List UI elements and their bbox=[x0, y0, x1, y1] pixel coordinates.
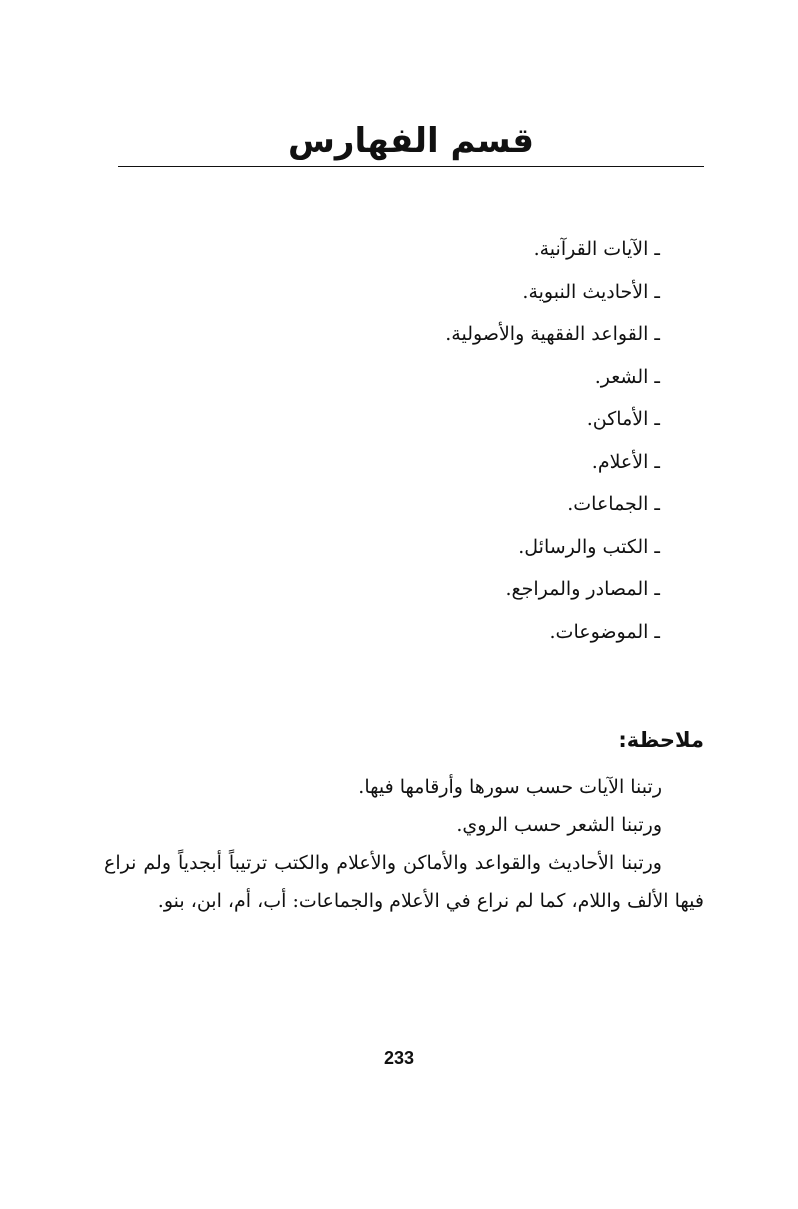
note-paragraph-alphabetical: ورتبنا الأحاديث والقواعد والأماكن والأعلام والكتب ترتيباً أبجدياً ولم نراع فيها الألف واللام، كما لم نراع في الأعلام والجماعات: أب، أم، ابن، بنو. bbox=[104, 852, 704, 912]
index-item-places: ـ الأماكن. bbox=[586, 408, 660, 430]
index-item-topics: ـ الموضوعات. bbox=[549, 620, 660, 643]
index-item-quran-verses: ـ الآيات القرآنية. bbox=[533, 238, 660, 260]
index-item-poetry: ـ الشعر. bbox=[594, 365, 660, 388]
index-item-groups: ـ الجماعات. bbox=[567, 493, 660, 515]
note-body bbox=[104, 768, 704, 920]
note-line-poetry: ورتبنا الشعر حسب الروي. bbox=[456, 814, 662, 836]
page-number: 233 bbox=[383, 1048, 415, 1068]
note-heading: ملاحظة: bbox=[618, 728, 704, 752]
index-item-books-letters: ـ الكتب والرسائل. bbox=[518, 535, 660, 558]
title-divider bbox=[118, 166, 704, 167]
index-list bbox=[240, 228, 660, 653]
note-line-verses: رتبنا الآيات حسب سورها وأرقامها فيها. bbox=[358, 776, 662, 798]
index-item-jurisprudence-rules: ـ القواعد الفقهية والأصولية. bbox=[445, 323, 660, 345]
index-item-notable-persons: ـ الأعلام. bbox=[591, 450, 660, 473]
page-title: قسم الفهارس bbox=[288, 121, 534, 161]
index-item-hadiths: ـ الأحاديث النبوية. bbox=[522, 280, 660, 303]
index-item-sources-references: ـ المصادر والمراجع. bbox=[505, 578, 660, 600]
